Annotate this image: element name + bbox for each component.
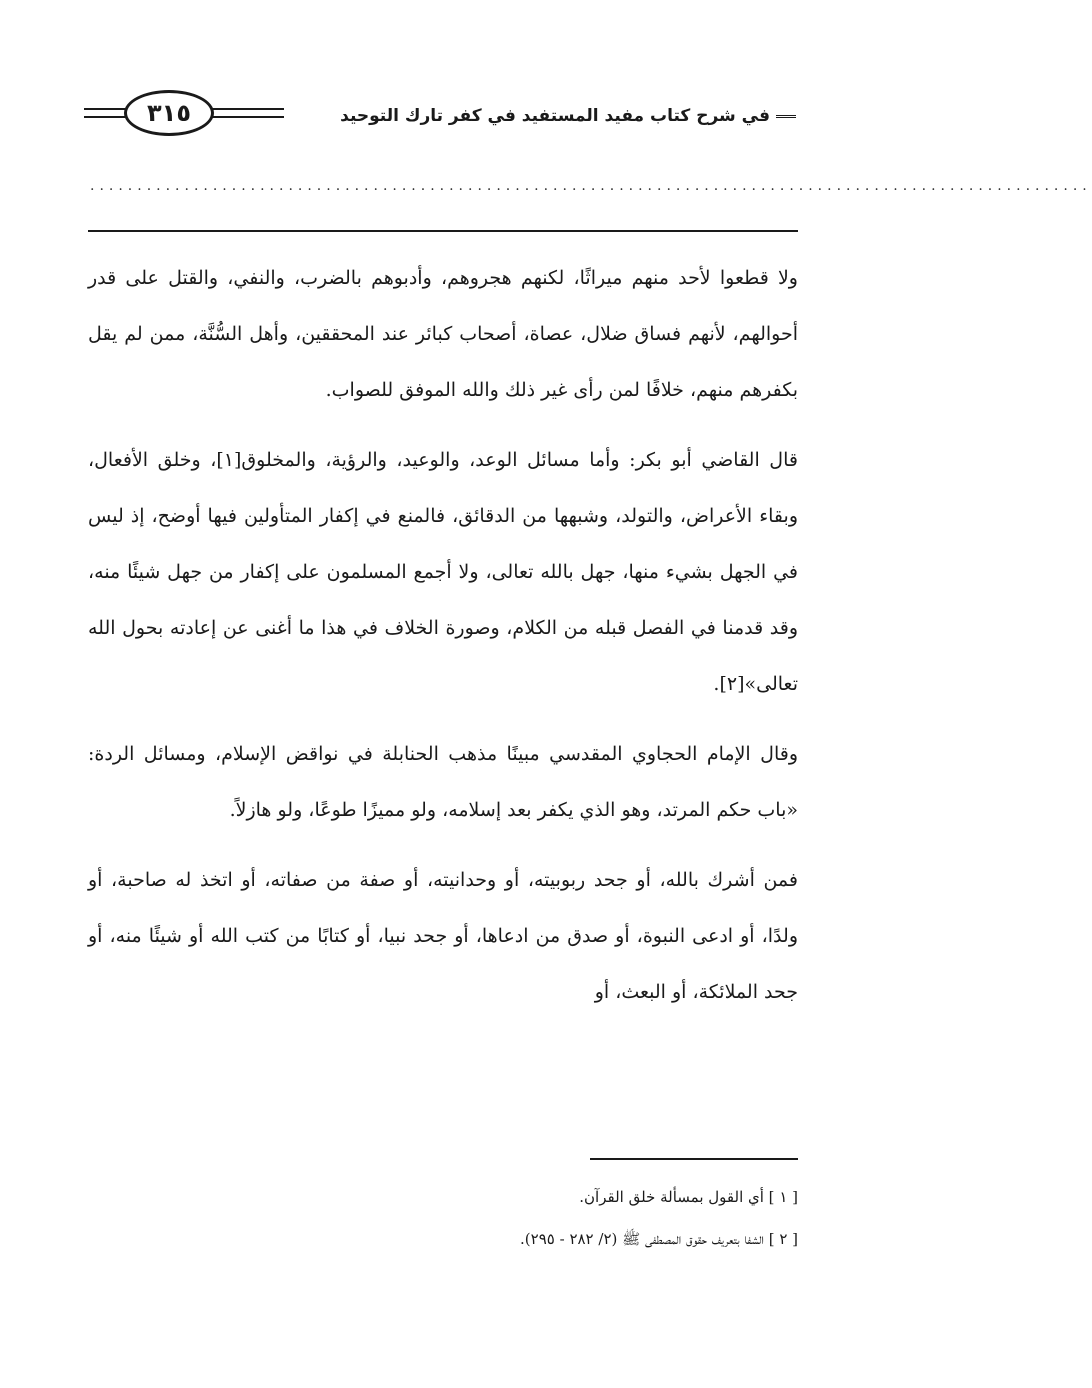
page-header	[84, 82, 796, 152]
footnote-2: [ ٢ ] الشفا بتعريف حقوق المصطفى ﷺ (٢/ ٢٨٢ - ٢٩٥).	[520, 1230, 798, 1248]
main-text	[88, 250, 798, 1034]
paragraph-2: قال القاضي أبو بكر: وأما مسائل الوعد، والوعيد، والرؤية، والمخلوق[١]، وخلق الأفعال، وبقاء الأعراض، والتولد، وشبهها من الدقائق، فالمنع في إكفار المتأولين فيها أوضح، إذ ليس في الجهل بشيء منها، جهل بالله تعالى، ولا أجمع المسلمون على إكفار من جهل شيئًا منه، وقد قدمنا في الفصل قبله من الكلام، وصورة الخلاف في هذا ما أغنى عن إعادته بحول الله تعالى»[٢].	[88, 449, 798, 695]
header-rule	[88, 230, 798, 232]
ornament-line-left	[84, 108, 126, 118]
dotted-separator: ..........................................................................................................	[90, 178, 1092, 194]
footnotes	[88, 1176, 798, 1260]
running-title-text: في شرح كتاب مفيد المستفيد في كفر تارك التوحيد	[340, 106, 770, 126]
paragraph-4: فمن أشرك بالله، أو جحد ربوبيته، أو وحدانيته، أو صفة من صفاته، أو اتخذ له صاحبة، أو ولدًا، أو ادعى النبوة، أو صدق من ادعاها، أو جحد نبيا، أو كتابًا من كتب الله أو شيئًا منه، أو جحد الملائكة، أو البعث، أو	[88, 869, 798, 1003]
paragraph-3: وقال الإمام الحجاوي المقدسي مبينًا مذهب الحنابلة في نواقض الإسلام، ومسائل الردة: «باب حكم المرتد، وهو الذي يكفر بعد إسلامه، ولو مميزًا طوعًا، ولو هازلاً.	[88, 743, 798, 821]
title-dash-ornament	[776, 115, 796, 118]
running-title	[340, 106, 796, 126]
footnote-1: [ ١ ] أي القول بمسألة خلق القرآن.	[579, 1188, 798, 1206]
page-number: ٣١٥	[124, 90, 214, 136]
footnote-rule	[590, 1158, 798, 1160]
page-number-ornament	[84, 90, 284, 136]
ornament-line-right	[204, 108, 284, 118]
paragraph-1: ولا قطعوا لأحد منهم ميراثًا، لكنهم هجروهم، وأدبوهم بالضرب، والنفي، والقتل على قدر أحوالهم، لأنهم فساق ضلال، عصاة، أصحاب كبائر عند المحققين، وأهل السُّنَّة، ممن لم يقل بكفرهم منهم، خلافًا لمن رأى غير ذلك والله الموفق للصواب.	[88, 267, 798, 401]
